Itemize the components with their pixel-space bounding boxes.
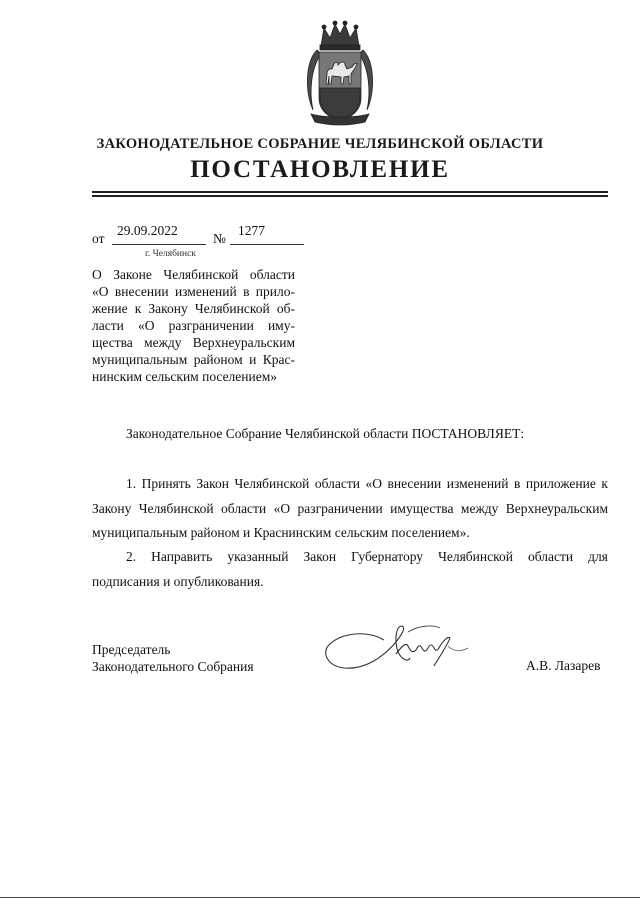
date-underline bbox=[112, 244, 206, 245]
coat-of-arms-icon bbox=[299, 18, 381, 126]
subject-line: жение к Закону Челябинской об- bbox=[92, 301, 295, 316]
signer-name: А.В. Лазарев bbox=[526, 658, 601, 673]
subject-line: ласти «О разграничении иму- bbox=[92, 318, 295, 333]
document-type-title: ПОСТАНОВЛЕНИЕ bbox=[190, 156, 450, 183]
subject-line: «О внесении изменений в прило- bbox=[92, 284, 295, 299]
handwritten-signature bbox=[322, 618, 480, 680]
paragraph-line: Закону Челябинской области «О разграничении имущества между Верхнеуральским bbox=[92, 500, 608, 516]
header-rule-bottom bbox=[92, 195, 608, 197]
resolution-item-2 bbox=[92, 545, 608, 594]
document-date: 29.09.2022 bbox=[117, 223, 178, 238]
signatory-title bbox=[92, 641, 254, 675]
subject-block bbox=[92, 266, 295, 385]
resolution-item-1 bbox=[92, 472, 608, 546]
paragraph-line: муниципальным районом и Краснинским сельским поселением». bbox=[92, 525, 470, 540]
date-prefix: от bbox=[92, 231, 105, 246]
paragraph-line: 1. Принять Закон Челябинской области «О внесении изменений в приложение к bbox=[126, 476, 608, 491]
number-prefix: № bbox=[213, 231, 226, 246]
subject-line: щества между Верхнеуральским bbox=[92, 335, 295, 350]
number-underline bbox=[230, 244, 304, 245]
subject-line: О Законе Челябинской области bbox=[92, 267, 295, 282]
subject-line: муниципальным районом и Крас- bbox=[92, 352, 295, 367]
footer-rule bbox=[0, 897, 640, 898]
signatory-title-line: Председатель bbox=[92, 642, 171, 657]
subject-line: нинским сельским поселением» bbox=[92, 369, 278, 384]
header-rule-top bbox=[92, 191, 608, 193]
city-label: г. Челябинск bbox=[145, 249, 196, 259]
paragraph-line: подписания и опубликования. bbox=[92, 573, 264, 589]
signatory-title-line: Законодательного Собрания bbox=[92, 659, 254, 674]
paragraph-line: 2. Направить указанный Закон Губернатору Челябинской области для bbox=[126, 549, 608, 564]
organization-name: ЗАКОНОДАТЕЛЬНОЕ СОБРАНИЕ ЧЕЛЯБИНСКОЙ ОБЛАСТИ bbox=[96, 136, 544, 152]
document-number: 1277 bbox=[238, 223, 265, 238]
date-number-row bbox=[92, 223, 312, 249]
preamble-text: Законодательное Собрание Челябинской области ПОСТАНОВЛЯЕТ: bbox=[126, 426, 525, 441]
